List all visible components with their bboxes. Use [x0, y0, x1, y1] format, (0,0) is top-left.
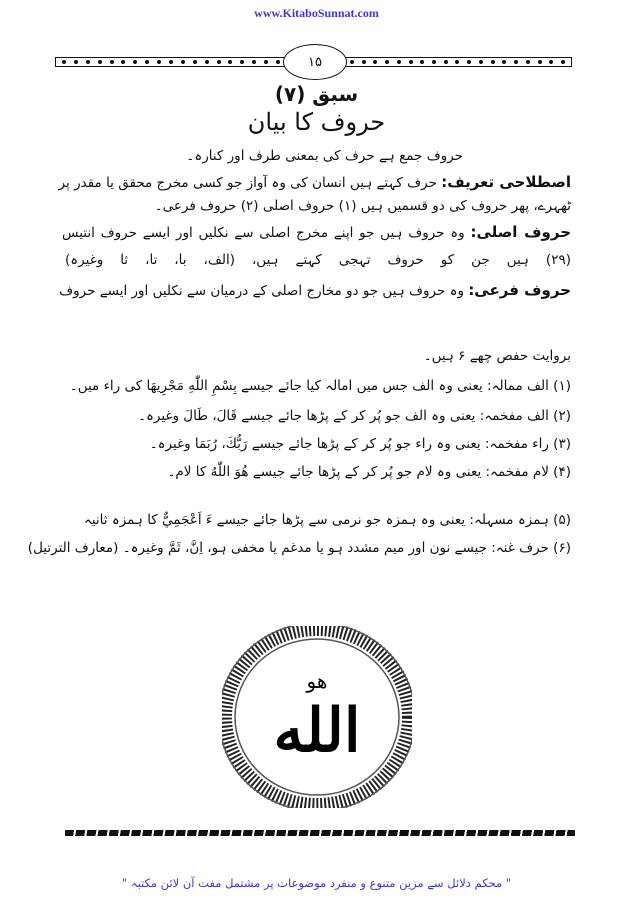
ornament-dot — [373, 60, 377, 64]
list-item: (۳) راء مفخمہ: یعنی وہ راء جو پُر کر کے پڑھا جائے جیسے رَبُّكَ، رُبَمَا وغیرہ۔ — [149, 436, 571, 452]
list-item: (۶) حرف غنہ: جیسے نون اور میم مشدد ہو یا مدغم یا مخفی ہو، اِنَّ، ثَمَّ وغیرہ۔ (معارف الترتیل) — [27, 540, 571, 556]
ornament-dot — [432, 60, 436, 64]
lesson-title: حروف کا بیان — [247, 108, 386, 136]
ornament-dot — [98, 60, 102, 64]
ornament-dot — [362, 60, 366, 64]
ornament-dot — [397, 60, 401, 64]
fari-term: حروف فرعی: — [468, 281, 571, 299]
ornament-dot — [444, 60, 448, 64]
ornament-dot — [561, 60, 565, 64]
asli-term: حروف اصلی: — [470, 223, 572, 241]
definition-text-cont: ٹھہرے، پھر حروف کی دو قسمیں ہیں (۱) حروف اصلی (۲) حروف فرعی۔ — [154, 198, 571, 214]
fari-text: وہ حروف ہیں جو دو مخارج اصلی کے درمیان سے نکلیں اور ایسے حروف — [59, 283, 465, 299]
allah-calligraphy-medallion — [222, 626, 412, 808]
ornament-dot — [193, 60, 197, 64]
ornament-dot — [133, 60, 137, 64]
fari-text-cont: بروایت حفص چھے ۶ ہیں۔ — [423, 348, 571, 364]
ornament-dot — [264, 60, 268, 64]
ornament-dot — [205, 60, 209, 64]
ornament-dot — [145, 60, 149, 64]
list-item: (۱) الف ممالہ: یعنی وہ الف جس میں امالہ کیا جائے جیسے بِسْمِ اللّٰهِ مَجْرِيهَا کی راء میں۔ — [69, 378, 571, 394]
ornament-dot — [169, 60, 173, 64]
calligraphy-top: هو — [306, 669, 328, 693]
ornament-dot — [491, 60, 495, 64]
page-number: ١۵ — [283, 44, 347, 80]
ornament-dot — [350, 60, 354, 64]
ornament-dot — [217, 60, 221, 64]
ornament-dot — [157, 60, 161, 64]
fari-line — [59, 280, 571, 301]
bottom-divider — [65, 830, 575, 836]
ornament-dot — [514, 60, 518, 64]
dotted-bar-left — [55, 57, 287, 67]
ornament-dot — [240, 60, 244, 64]
asli-text: وہ حروف ہیں جو اپنے مخرج اصلی سے نکلیں اور ایسے حروف انتیس — [62, 225, 465, 241]
ornament-dot — [385, 60, 389, 64]
ornament-dot — [502, 60, 506, 64]
list-item: (۲) الف مفخمہ: یعنی وہ الف جو پُر کر کے پڑھا جائے جیسے قَالَ، طَالَ وغیرہ۔ — [138, 408, 571, 424]
ornament-dot — [467, 60, 471, 64]
ornament-dot — [276, 60, 280, 64]
intro-line: حروف جمع ہے حرف کی بمعنی طرف اور کنارہ۔ — [186, 148, 463, 164]
ornament-dot — [181, 60, 185, 64]
list-item: (۴) لام مفخمہ: یعنی وہ لام جو پُر کر کے پڑھا جائے جیسے هُوَ اللّٰهُ کا لام۔ — [167, 464, 571, 480]
site-url: www.KitaboSunnat.com — [254, 6, 379, 20]
ornament-dot — [62, 60, 66, 64]
calligraphy-main: الله — [273, 696, 361, 766]
page-header-ornament — [55, 54, 572, 70]
ornament-dot — [252, 60, 256, 64]
lesson-number: سبق (۷) — [274, 82, 359, 106]
ornament-dot — [121, 60, 125, 64]
ornament-dot — [549, 60, 553, 64]
ornament-dot — [538, 60, 542, 64]
ornament-dot — [74, 60, 78, 64]
ornament-dot — [86, 60, 90, 64]
ornament-dot — [455, 60, 459, 64]
definition-line — [58, 172, 571, 193]
ornament-dot — [526, 60, 530, 64]
definition-text: حرف کہتے ہیں انسان کی وہ آواز جو کسی مخرج محقق یا مقدر پر — [58, 175, 437, 191]
ornament-dot — [479, 60, 483, 64]
list-item: (۵) ہمزہ مسہلہ: یعنی وہ ہمزہ جو نرمی سے پڑھا جائے جیسے ءَ اَعْجَمِيٌّ کا ہمزہ ثانیہ — [83, 512, 571, 528]
ornament-dot — [228, 60, 232, 64]
footer-tagline: " محکم دلائل سے مزین متنوع و منفرد موضوعات پر مشتمل مفت آن لائن مکتبہ " — [121, 876, 512, 890]
ornament-dot — [110, 60, 114, 64]
definition-term: اصطلاحی تعریف: — [441, 173, 571, 191]
asli-line — [62, 222, 571, 243]
ornament-dot — [420, 60, 424, 64]
dotted-bar-right — [343, 57, 572, 67]
ornament-dot — [409, 60, 413, 64]
asli-text-cont: (۲۹) ہیں جن کو حروف تہجی کہتے ہیں، (الف، با، تا، ثا وغیرہ) — [65, 252, 571, 268]
